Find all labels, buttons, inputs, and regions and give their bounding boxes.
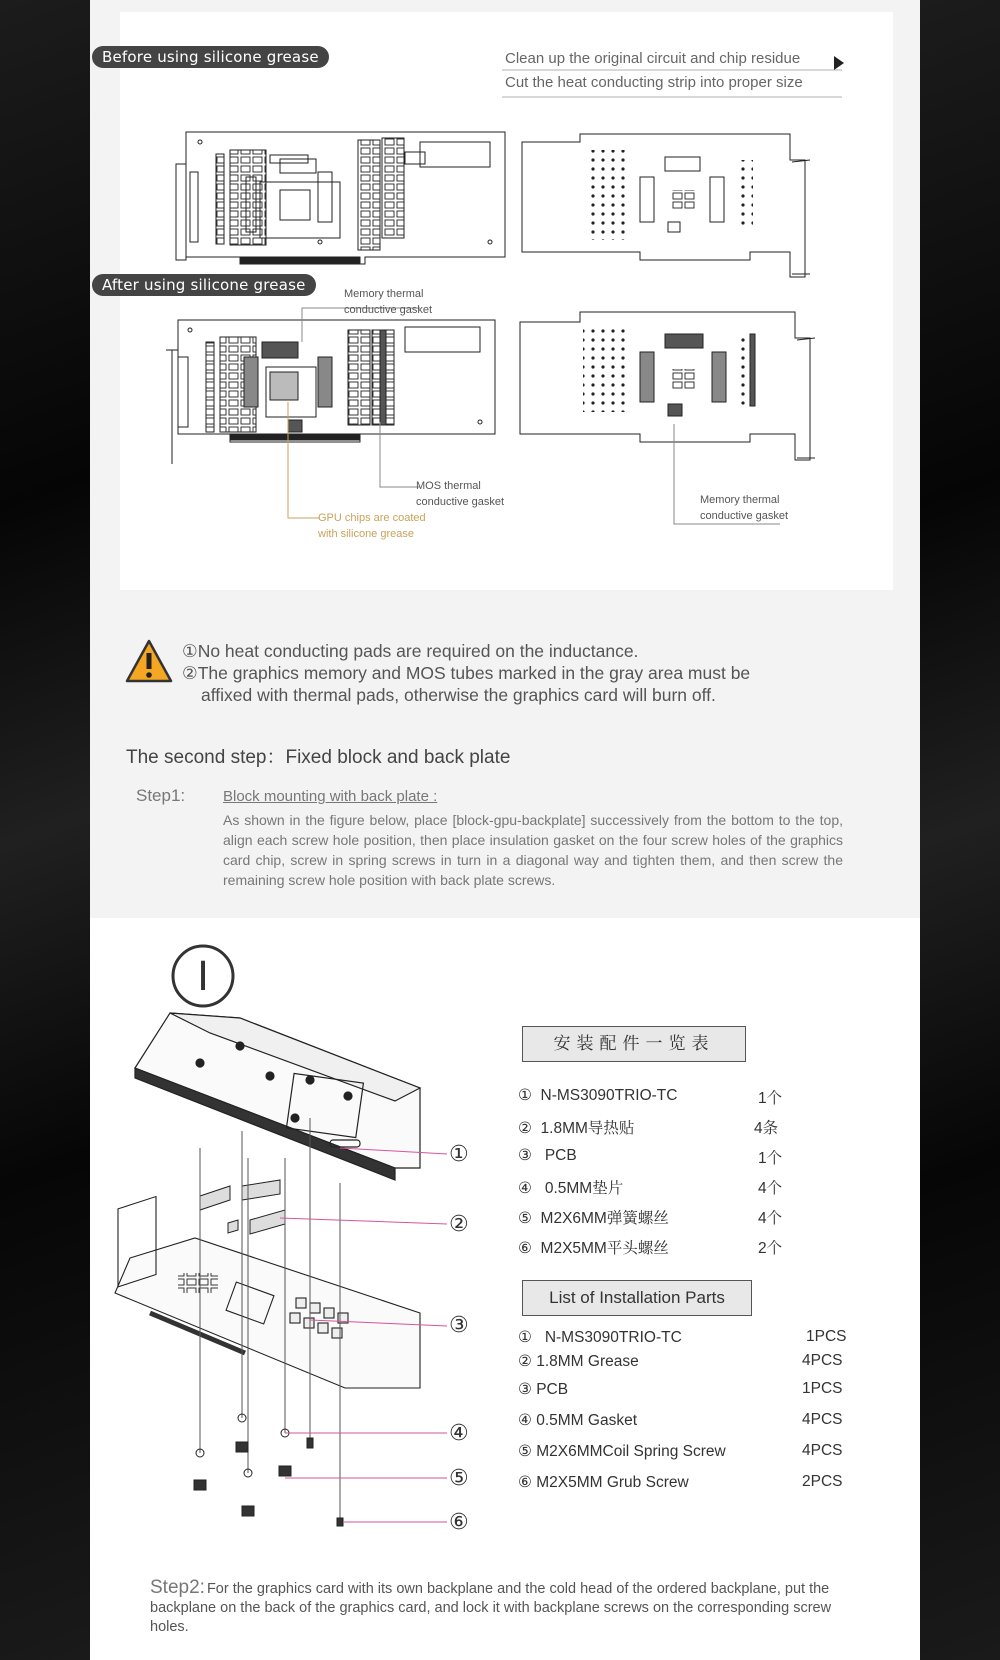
parts-cn-row: ③ PCB [518,1147,577,1164]
before-label: Before using silicone grease [92,46,329,68]
svg-text:Ⅰ: Ⅰ [197,954,209,1000]
note-mos: MOS thermal conductive gasket [416,480,505,508]
parts-cn-qty: 2个 [758,1240,783,1257]
after-label: After using silicone grease [92,274,316,296]
svg-text:①: ① [449,1142,469,1167]
second-step-heading: The second step：Fixed block and back plate [126,747,511,768]
background-right [910,0,1000,1660]
note-memory-front: Memory thermal conductive gasket [344,288,433,316]
svg-text:⑥: ⑥ [449,1510,469,1535]
parts-cn-qty: 4个 [758,1210,783,1227]
svg-text:②: ② [449,1212,469,1237]
parts-cn-qty: 1个 [758,1090,783,1107]
parts-cn-qty: 4个 [758,1180,783,1197]
step1-description: As shown in the figure below, place [block-gpu-backplate] successively from the bottom to the top, align each screw hole position, then place insulation gasket on the four screw holes of the graphics card chip, screw in spring screws in turn in a diagonal way and tighten them, and then screw the remaining screw hole position with back plate screws. [223,812,843,888]
parts-en-qty: 4PCS [802,1411,843,1428]
note-gpu-grease: GPU chips are coated with silicone grease [318,512,426,540]
parts-en-row: ⑤ M2X6MMCoil Spring Screw [518,1443,726,1460]
background-left [0,0,90,1660]
play-arrow-icon [834,56,844,70]
note-memory-back: Memory thermal conductive gasket [700,494,789,522]
parts-en-qty: 1PCS [802,1380,843,1397]
warning-icon [124,638,174,688]
parts-en-row: ① N-MS3090TRIO-TC [518,1329,682,1346]
step2-label: Step2: [150,1577,205,1598]
pcb-front-after [166,320,495,464]
pcb-back-before [522,134,810,277]
parts-en-qty: 2PCS [802,1473,843,1490]
parts-cn-qty: 4条 [754,1120,779,1137]
parts-en-row: ③ PCB [518,1381,569,1398]
parts-en-row: ② 1.8MM Grease [518,1353,639,1370]
pcb-back-after [520,312,815,460]
step1-label: Step1: [136,786,186,805]
pcb-front-before [176,132,505,264]
instruction-clean: Clean up the original circuit and chip residue [505,50,801,67]
parts-en-qty: 4PCS [802,1352,843,1369]
step-one-badge [173,946,233,1006]
svg-text:⑤: ⑤ [449,1466,469,1491]
parts-en-row: ④ 0.5MM Gasket [518,1412,637,1429]
warning-text: ①No heat conducting pads are required on the inductance. ②The graphics memory and MOS tubes marked in the gray area must be affixed with thermal pads, otherwise the graphics card will burn off. [182,641,751,705]
thermal-pad-panel [102,12,893,590]
parts-cn-row: ④ 0.5MM垫片 [518,1180,624,1197]
callout-badges [449,1142,469,1535]
parts-en-row: ⑥ M2X5MM Grub Screw [518,1474,689,1491]
parts-cn-row: ② 1.8MM导热贴 [518,1120,635,1137]
parts-cn-row: ⑥ M2X5MM平头螺丝 [518,1240,669,1257]
parts-cn-qty: 1个 [758,1150,783,1167]
installation-section [90,918,920,1660]
step2-body: For the graphics card with its own backplane and the cold head of the ordered backplane, put the backplane on the back of the graphics card, and lock it with backplane screws on the corresponding screw holes. [150,1581,832,1635]
parts-cn-row: ⑤ M2X6MM弹簧螺丝 [518,1210,669,1227]
screws [194,1414,343,1526]
parts-cn-row: ① N-MS3090TRIO-TC [518,1087,678,1104]
parts-en-qty: 4PCS [802,1442,843,1459]
water-block [135,1013,420,1180]
step1-title: Block mounting with back plate : [223,788,438,805]
svg-text:④: ④ [449,1421,469,1446]
content-column [90,0,920,1660]
parts-en-title: List of Installation Parts [522,1280,752,1316]
instruction-cut: Cut the heat conducting strip into proper size [505,74,803,91]
parts-en-qty: 1PCS [806,1328,847,1345]
svg-text:③: ③ [449,1313,469,1338]
exploded-diagram [90,918,920,1660]
parts-cn-title: 安装配件一览表 [522,1026,746,1062]
step2-text [150,1578,870,1637]
